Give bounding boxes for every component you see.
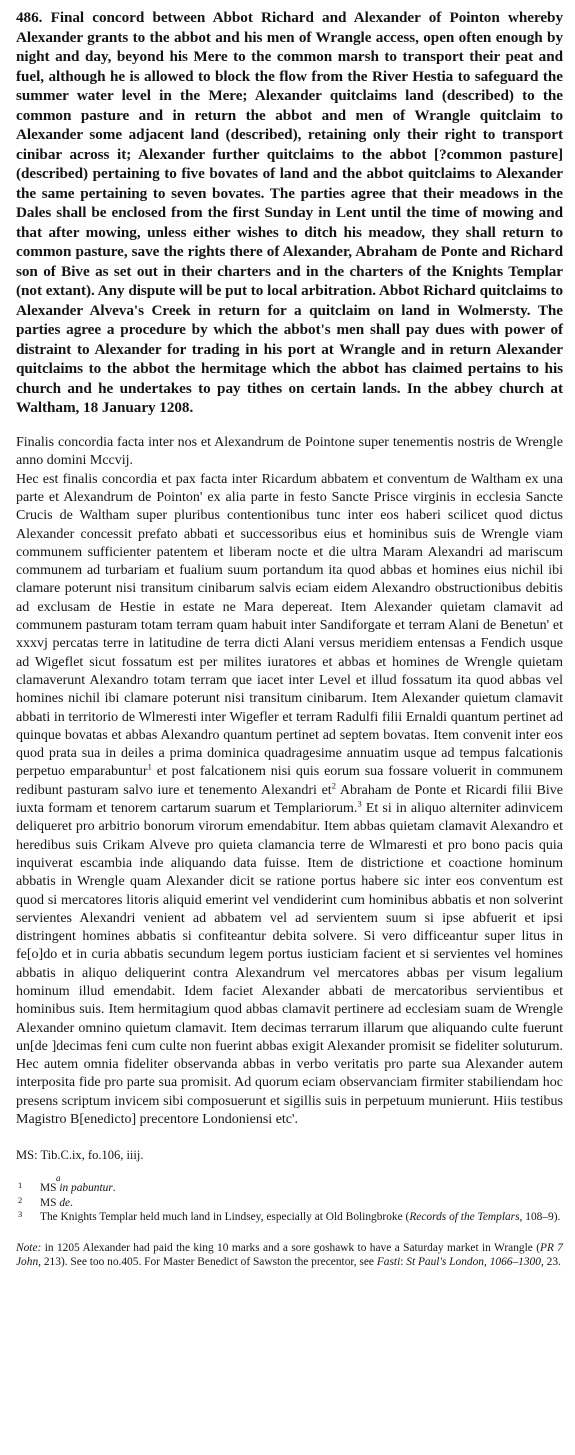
latin-heading: Finalis concordia facta inter nos et Alexandrum de Pointone super tenementis nostris de Wrengle anno domini Mccvij. — [16, 434, 563, 469]
manuscript-reference: MS: Tib.C.ix, fo.106, iiij. — [16, 1148, 144, 1163]
latin-text-part-2: et post falcationem nisi quis eorum sua fossare voluerit in communem redibunt pasturam salvo iure et tenemento Alexandri et — [16, 764, 563, 798]
footnote-ref-1: 1 — [147, 761, 152, 772]
footnote-text-end: . — [112, 1182, 116, 1195]
footnote-number: 1 — [18, 1180, 23, 1191]
footnote-text: MS — [40, 1182, 60, 1195]
footnotes — [16, 1173, 563, 1225]
footnote-2 — [16, 1196, 563, 1211]
note-lead: Note: — [16, 1241, 42, 1254]
footnote-superscript: a — [56, 1173, 61, 1184]
note-text-1: in 1205 Alexander had paid the king 10 marks and a sore goshawk to have a Saturday market in Wrangle ( — [41, 1241, 540, 1254]
footnote-text-end: , 108–9). — [519, 1211, 561, 1224]
editorial-note — [16, 1241, 563, 1270]
entry-summary-text: Final concord between Abbot Richard and Alexander of Pointon whereby Alexander grants to the abbot and his men of Wrangle access, open often enough by night and day, beyond his Mere to the common marsh to transport their peat and fuel, although he is allowed to block the flow from the River Hestia to safeguard the summer water level in the Mere; Alexander quitclaims land (described) to the common pasture and in return the abbot and men of Wrangle quitclaim to Alexander some adjacent land (described), retaining only their right to transport cinibar across it; Alexander further quitclaims to the abbot [?common pasture] (described) pertaining to five bovates of land and the abbot quitclaims to Alexander the same pertaining to seven bovates. The parties agree that their meadows in the Dales shall be enclosed from the first Sunday in Lent until the time of mowing and that after mowing, unless either wishes to ditch his meadow, they shall return to common pasture, save the rights there of Alexander, Abraham de Ponte and Richard son of Bive as set out in their charters and in the charters of the Knights Templar (not extant). Any dispute will be put to local arbitration. Abbot Richard quitclaims to Alexander Alveva's Creek in return for a quitclaim on land in Wolmersty. The parties agree a procedure by which the abbot's men shall pay dues with power of distraint to Alexander for trading in his port at Wrangle and in return Alexander quitclaims to the abbot the hermitage which the abbot has claimed pertains to his church and he undertakes to pay tithes on certain lands. In the abbey church at Waltham, 18 January 1208. — [16, 9, 564, 416]
note-italic-1: PR 7 John — [16, 1241, 563, 1269]
latin-text-part-4: Et si in aliquo alterniter adinvicem deliqueret pro arbitrio bonorum virorum emendabitur. Item abbas quietam clamavit Alexandro et heredibus suis Crikam Alveve pro quieta clamancia terre de Wlmaresti et pro bono pacis quia inquiverat escambia inde aliquando data fuisse. Item de districtione et coactione hominum abbatis in Wrengle quam Alexander dicit se ratione portus habere sic inter eos conventum est quod si mercatores litoris aliquid emerint vel vendiderint cum hominibus abbatis et non solverint servientes Alexandri venient ad abbatem vel ad servientem suum si ipse abfuerit et ipsi distringent homines abbatis si confiteantur debita solvere. Si vero difficeantur super litus in fe[o]do et in curia abbatis secundum legem portus iusticiam facient et si servientes vel homines abbatis in aliquo deliquerint contra Alexandrum vel mercatores abbas per visum legalium hominum illud emendabit. Idem faciet Alexander abbati de mercatoribus servientibus et hominibus suis. Item hermitagium quod abbas clamavit pertinere ad ecclesiam suam de Wrengle Alexander omnino quietum clamavit. Item decimas terrarum illarum que aliquando culte fuerunt un[de ]decimas feni cum culte non fuerint abbas exigit Alexander promisit se fideliter soluturum. Hec autem omnia fideliter observanda abbas in verbo veritatis pro parte sua Alexander autem interposita fide pro parte sua promisit. Ad quorum eciam observanciam firmiter stabiliendam hoc presens scriptum invicem sibi composuerunt et sigillis suis in perpetuum munierunt. Hiis testibus Magistro B[enedicto] precentore Londoniensi etc'. — [16, 801, 563, 1128]
footnote-ref-3: 3 — [357, 798, 362, 809]
note-italic-2: Fasti — [376, 1256, 401, 1269]
footnote-3 — [16, 1210, 563, 1225]
entry-number: 486. — [16, 9, 43, 26]
note-text-2: , 213). See too no.405. For Master Benedict of Sawston the precentor, see — [38, 1256, 377, 1269]
footnote-text: MS — [40, 1196, 60, 1209]
footnote-text-end: . — [70, 1196, 73, 1209]
footnote-1 — [16, 1173, 563, 1196]
latin-text-part-1: Hec est finalis concordia et pax facta inter Ricardum abbatem et conventum de Waltham ex una parte et Alexandrum de Pointon' ex alia parte in festo Sancte Prisce virginis in ecclesia Sancte Crucis de Waltham super pluribus contentionibus tunc inter eos haberi scilicet quod dictus Alexander concessit prefato abbati et successoribus eius et hominibus suis de Wrengle viam communem sufficienter patentem et liberam nocte et die ultra Maram Alexandri ad mariscum communem ad turbariam et fualium suum portandum ita quod abbas et homines eius nichil ibi clamare poterunt nisi transitum cinibarum salvis eciam eidem Alexandro obstructionibus debitis ad exclusam de Hestie in estate ne Mara depereat. Item Alexander quietam clamavit ad communem pasturam totam terram quam habuit inter Sandiforgate et terram Alani de Benetun' et xxxvj percatas terre in latitudine de terra dicti Alani versus meridiem entensas a Fendich usque ad Wigeflet sicut fossatum est per milites iuratores et abbas et homines de Wrengle quietam clamaverunt Alexandro totam terram que iacet inter Level et illud fossatum ita quod abbas vel homines nichil ibi clamare poterunt nisi transitum cinibarum. Item Alexander quietum clamavit abbati in territorio de Wlmeresti inter Wigefler et terram Radulfi filii Ernaldi quantum pertinet ad quinque bovatas et abbas Alexandro quantum pertinet ad septem bovatas. Item convenit inter eos quod prata sua in deiles a prima dominica quadragesime annuatim usque ad tempus falcationis perpetuo emparabuntur — [16, 471, 563, 780]
entry-summary — [16, 8, 563, 418]
note-italic-3: St Paul's London, 1066–1300 — [406, 1256, 541, 1269]
footnote-italic: de — [59, 1196, 71, 1209]
note-text-3: : — [400, 1256, 407, 1269]
footnote-italic: in pabuntur — [59, 1182, 113, 1195]
latin-text — [16, 471, 563, 1130]
footnote-text: The Knights Templar held much land in Lindsey, especially at Old Bolingbroke ( — [40, 1211, 410, 1224]
footnote-italic: Records of the Templars — [409, 1211, 520, 1224]
footnote-number: 3 — [18, 1209, 23, 1220]
footnote-number: 2 — [18, 1194, 23, 1205]
latin-text-part-3: Abraham de Ponte et Ricardi filii Bive iuxta formam et tenorem cartarum suarum et Templariorum. — [16, 782, 563, 817]
footnote-ref-2: 2 — [331, 780, 336, 791]
note-text-4: , 23. — [540, 1256, 561, 1269]
